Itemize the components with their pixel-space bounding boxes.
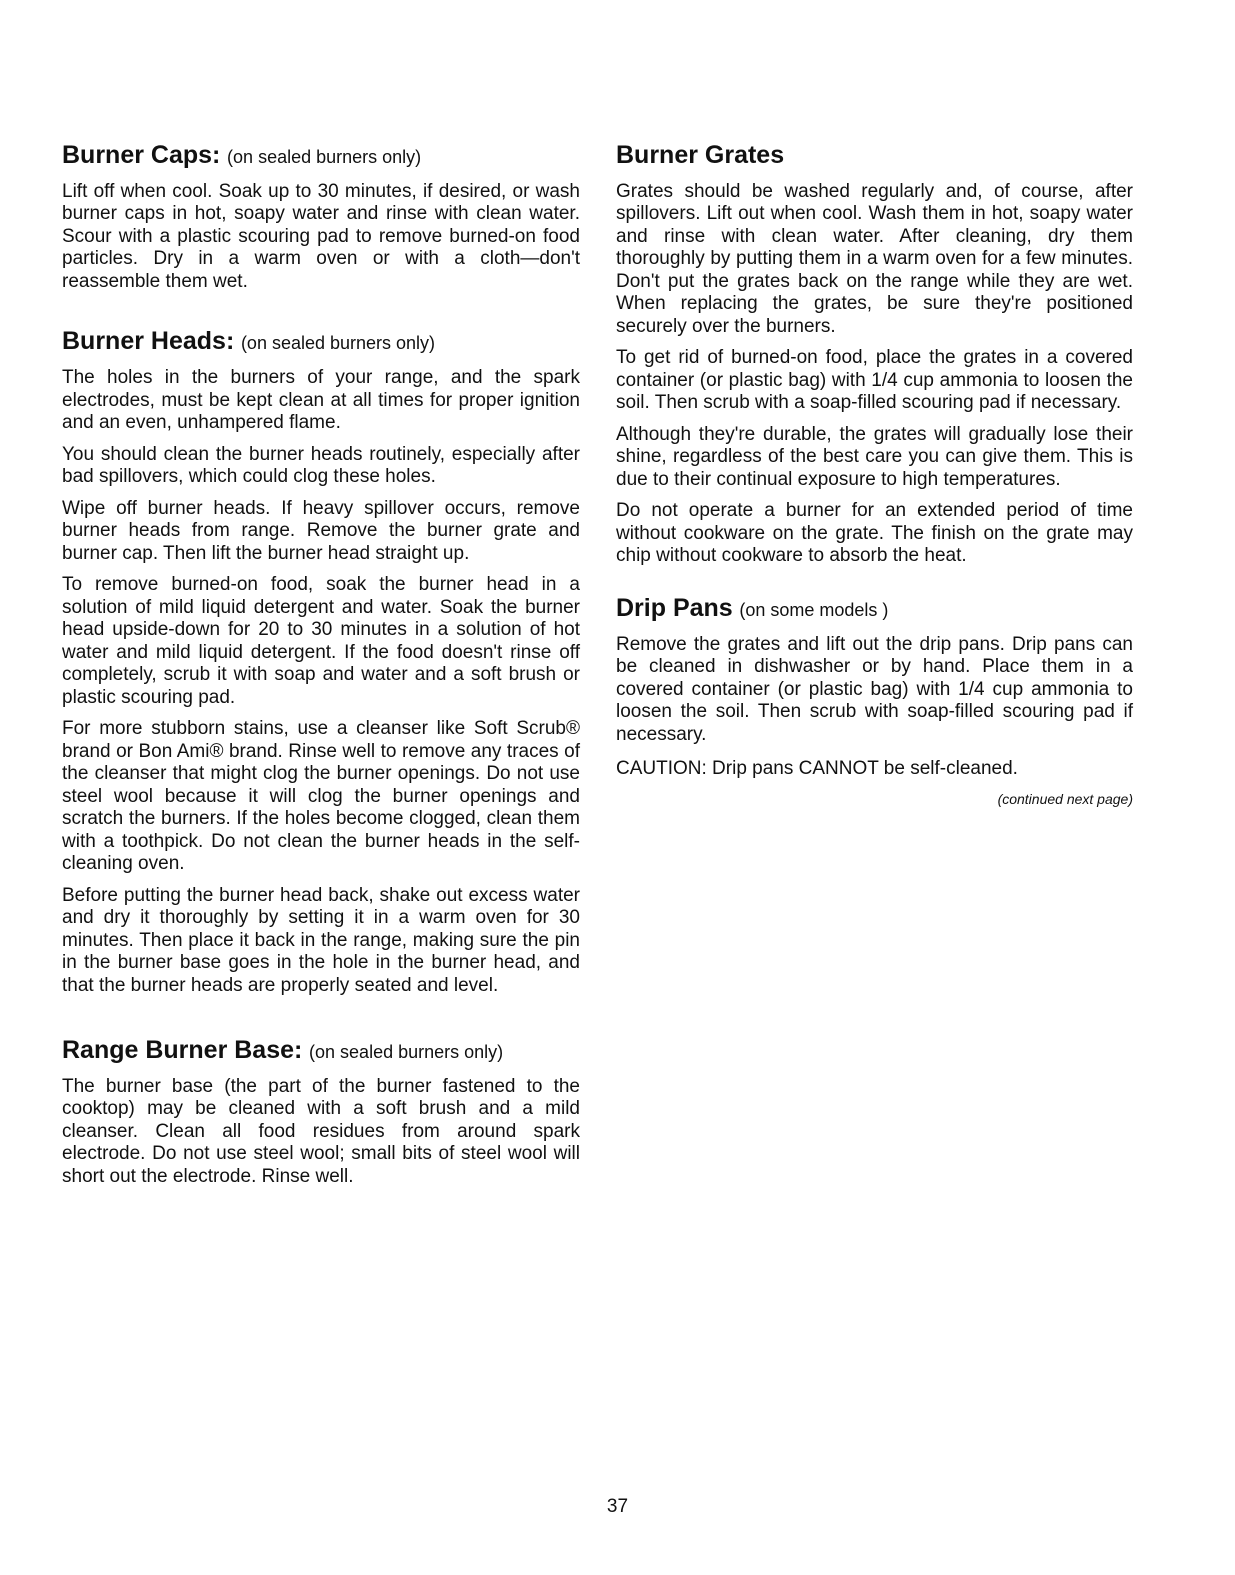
right-column xyxy=(616,140,1133,807)
burner-grates-paragraph-4: Do not operate a burner for an extended period of time without cookware on the grate. The finish on the grate may chip without cookware to absorb the heat. xyxy=(616,500,1133,567)
page-number: 37 xyxy=(606,1496,629,1517)
burner-heads-paragraph-4: To remove burned-on food, soak the burner head in a solution of mild liquid detergent and water. Soak the burner head upside-down for 20 to 30 minutes in a solution of hot water and mild liquid detergent. If the food doesn't rinse off completely, scrub it with soap and water and a soft brush or plastic scouring pad. xyxy=(62,574,580,708)
drip-pans-paragraph: Remove the grates and lift out the drip pans. Drip pans can be cleaned in dishwasher or by hand. Place them in a covered container (or plastic bag) with 1/4 cup ammonia to loosen the soil. Then scrub with soap-filled scouring pad if necessary. xyxy=(616,633,1133,745)
burner-grates-heading xyxy=(616,140,1133,171)
drip-pans-caution: CAUTION: Drip pans CANNOT be self-cleaned. xyxy=(616,758,1018,780)
range-burner-base-title: Range Burner Base: xyxy=(62,1036,303,1065)
burner-grates-title: Burner Grates xyxy=(616,141,785,169)
burner-grates-paragraph-3: Although they're durable, the grates will gradually lose their shine, regardless of the best care you can give them. This is due to their continual exposure to high temperatures. xyxy=(616,423,1133,490)
drip-pans-section xyxy=(616,593,1133,807)
range-burner-base-paragraph: The burner base (the part of the burner fastened to the cooktop) may be cleaned with a soft brush and a mild cleanser. Clean all food residues from around spark electrode. Do not use steel wool; small bits of steel wool will short out the electrode. Rinse well. xyxy=(62,1075,580,1187)
drip-pans-title: Drip Pans xyxy=(616,593,733,622)
range-burner-base-heading xyxy=(62,1035,580,1066)
range-burner-base-section xyxy=(62,1035,580,1188)
burner-heads-title: Burner Heads: xyxy=(62,327,235,356)
burner-heads-heading xyxy=(62,326,580,357)
burner-grates-paragraph-2: To get rid of burned-on food, place the grates in a covered container (or plastic bag) with 1/4 cup ammonia to loosen the soil. Then scrub with a soap-filled scouring pad if necessary. xyxy=(616,347,1133,414)
burner-caps-paragraph: Lift off when cool. Soak up to 30 minutes, if desired, or wash burner caps in hot, soapy water and rinse with clean water. Scour with a plastic scouring pad to remove burned-on food particles. Dry in a warm oven or with a cloth—don't reassemble them wet. xyxy=(62,180,580,292)
left-column xyxy=(62,140,580,1197)
range-burner-base-subtitle: (on sealed burners only) xyxy=(309,1042,504,1063)
burner-heads-paragraph-5: For more stubborn stains, use a cleanser like Soft Scrub® brand or Bon Ami® brand. Rinse well to remove any traces of the cleanser that might clog the burner openings. Do not use steel wool because it will clog the burner openings and scratch the burners. If the holes become clogged, clean them with a toothpick. Do not clean the burner heads in the self-cleaning oven. xyxy=(62,718,580,875)
burner-heads-paragraph-1: The holes in the burners of your range, and the spark electrodes, must be kept clean at all times for proper ignition and an even, unhampered flame. xyxy=(62,367,580,434)
burner-heads-paragraph-2: You should clean the burner heads routinely, especially after bad spillovers, which could clog these holes. xyxy=(62,443,580,488)
burner-caps-section xyxy=(62,140,580,293)
burner-grates-section xyxy=(616,140,1133,568)
burner-caps-title: Burner Caps: xyxy=(62,141,221,169)
burner-caps-subtitle: (on sealed burners only) xyxy=(227,147,422,167)
burner-grates-paragraph-1: Grates should be washed regularly and, of course, after spillovers. Lift out when cool. Wash them in hot, soapy water and rinse with clean water. After cleaning, dry them thoroughly by putting them in a warm oven for a few minutes. Don't put the grates back on the range while they are wet. When replacing the grates, be sure they're positioned securely over the burners. xyxy=(616,180,1133,337)
burner-heads-paragraph-3: Wipe off burner heads. If heavy spillover occurs, remove burner heads from range. Remove the burner grate and burner cap. Then lift the burner head straight up. xyxy=(62,497,580,564)
drip-pans-subtitle: (on some models ) xyxy=(739,599,889,620)
burner-heads-subtitle: (on sealed burners only) xyxy=(240,333,436,354)
continued-next-page-note: (continued next page) xyxy=(997,790,1133,807)
burner-caps-heading xyxy=(62,140,580,171)
burner-heads-paragraph-6: Before putting the burner head back, shake out excess water and dry it thoroughly by setting it in a warm oven for 30 minutes. Then place it back in the range, making sure the pin in the burner base goes in the hole in the burner head, and that the burner heads are properly seated and level. xyxy=(62,884,580,996)
burner-heads-section xyxy=(62,326,580,997)
drip-pans-heading xyxy=(616,593,1133,624)
